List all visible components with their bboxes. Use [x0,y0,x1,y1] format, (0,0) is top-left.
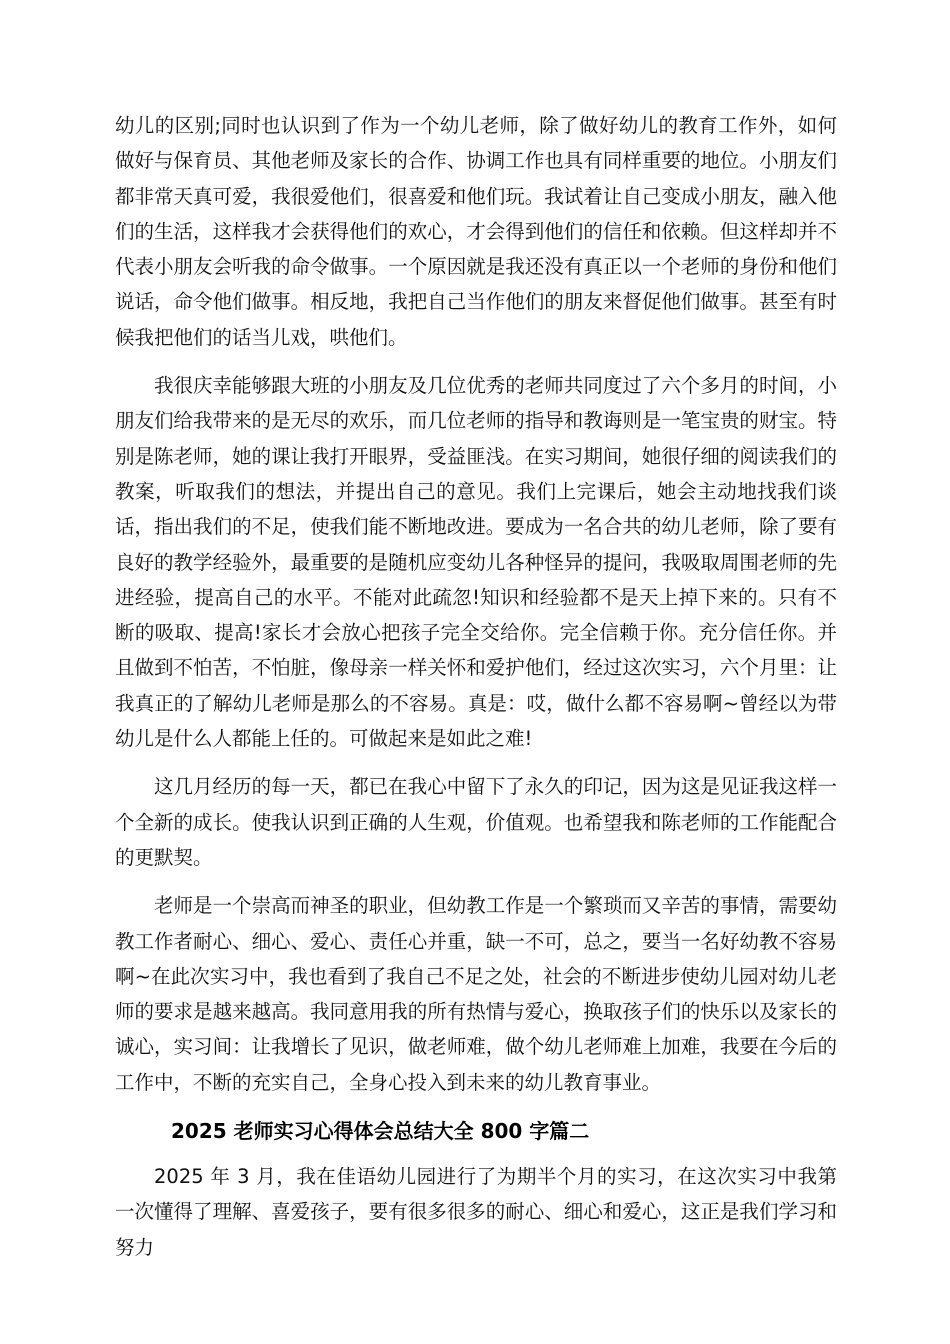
paragraph-1: 幼儿的区别;同时也认识到了作为一个幼儿老师，除了做好幼儿的教育工作外，如何做好与保育员、其他老师及家长的合作、协调工作也具有同样重要的地位。小朋友们都非常天真可爱，我很爱他们，很喜爱和他们玩。我试着让自己变成小朋友，融入他们的生活，这样我才会获得他们的欢心，才会得到他们的信任和依赖。但这样却并不代表小朋友会听我的命令做事。一个原因就是我还没有真正以一个老师的身份和他们说话，命令他们做事。相反地，我把自己当作他们的朋友来督促他们做事。甚至有时候我把他们的话当儿戏，哄他们。 [115,114,837,349]
paragraph-2: 我很庆幸能够跟大班的小朋友及几位优秀的老师共同度过了六个多月的时间，小朋友们给我带来的是无尽的欢乐，而几位老师的指导和教诲则是一笔宝贵的财宝。特别是陈老师，她的课让我打开眼界，受益匪浅。在实习期间，她很仔细的阅读我们的教案，听取我们的想法，并提出自己的意见。我们上完课后，她会主动地找我们谈话，指出我们的不足，使我们能不断地改进。要成为一名合共的幼儿老师，除了要有良好的教学经验外，最重要的是随机应变幼儿各种怪异的提问，我吸取周围老师的先进经验，提高自己的水平。不能对此疏忽!知识和经验都不是天上掉下来的。只有不断的吸取、提高!家长才会放心把孩子完全交给你。完全信赖于你。充分信任你。并且做到不怕苦，不怕脏，像母亲一样关怀和爱护他们，经过这次实习，六个月里：让我真正的了解幼儿老师是那么的不容易。真是：哎，做什么都不容易啊~曾经以为带幼儿是什么人都能上任的。可做起来是如此之难! [115,374,837,751]
section-heading: 2025 老师实习心得体会总结大全 800 字篇二 [171,1119,590,1144]
document-body [115,108,837,1278]
paragraph-5: 2025 年 3 月，我在佳语幼儿园进行了为期半个月的实习，在这次实习中我第一次懂得了理解、喜爱孩子，要有很多很多的耐心、细心和爱心，这正是我们学习和努力 [115,1165,837,1259]
paragraph-4: 老师是一个崇高而神圣的职业，但幼教工作是一个繁琐而又辛苦的事情，需要幼教工作者耐心、细心、爱心、责任心并重，缺一不可，总之，要当一名好幼教不容易啊~在此次实习中，我也看到了我自己不足之处，社会的不断进步使幼儿园对幼儿老师的要求是越来越高。我同意用我的所有热情与爱心，换取孩子们的快乐以及家长的诚心，实习间：让我增长了见识，做老师难，做个幼儿老师难上加难，我要在今后的工作中，不断的充实自己，全身心投入到未来的幼儿教育事业。 [115,894,837,1094]
paragraph-3: 这几月经历的每一天，都已在我心中留下了永久的印记，因为这是见证我这样一个全新的成长。使我认识到正确的人生观，价值观。也希望我和陈老师的工作能配合的更默契。 [115,775,837,869]
